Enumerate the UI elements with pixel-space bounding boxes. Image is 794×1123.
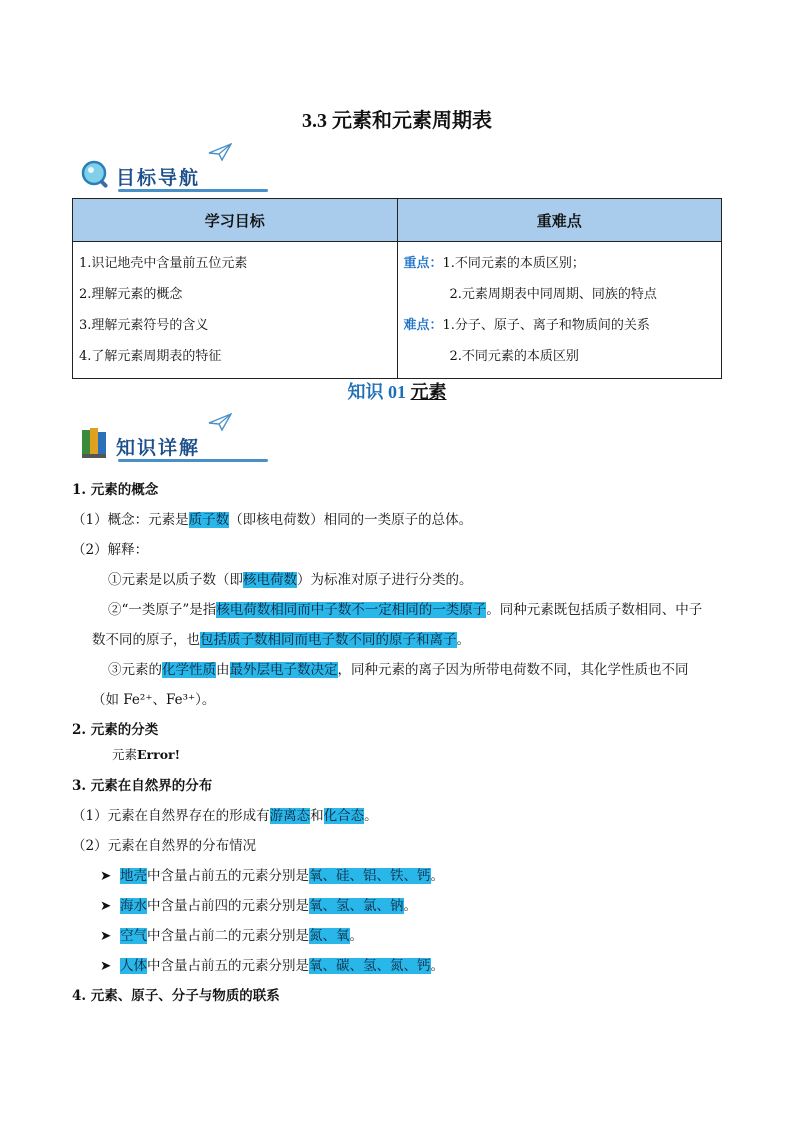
- section-prefix: 知识 01: [347, 382, 411, 402]
- details-banner: [80, 428, 280, 466]
- magnifier-icon: [80, 160, 110, 190]
- list-item: ➤ 人体中含量占前五的元素分别是氧、碳、氢、氮、钙。: [72, 951, 732, 981]
- heading-3: 3. 元素在自然界的分布: [72, 778, 213, 794]
- heading-1: 1. 元素的概念: [72, 482, 159, 498]
- key-label: 重点：: [403, 256, 443, 271]
- paragraph: （1）元素在自然界存在的形成有游离态和化合态。: [72, 808, 378, 824]
- paragraph: ①元素是以质子数（即核电荷数）为标准对原子进行分类的。: [108, 572, 473, 588]
- goals-banner: [80, 158, 280, 196]
- arrow-icon: ➤: [100, 928, 112, 944]
- goal-item: 2.理解元素的概念: [79, 287, 183, 302]
- arrow-icon: ➤: [100, 868, 112, 884]
- arrow-icon: ➤: [100, 958, 112, 974]
- hard-item: 1.分子、原子、离子和物质间的关系: [442, 318, 650, 333]
- section-title: [0, 378, 794, 404]
- heading-2: 2. 元素的分类: [72, 722, 159, 738]
- paragraph: （1）概念：元素是质子数（即核电荷数）相同的一类原子的总体。: [72, 512, 473, 528]
- paragraph: ②“一类原子”是指核电荷数相同而中子数不一定相同的一类原子。同种元素既包括质子数相同、中子: [108, 602, 703, 618]
- paper-plane-icon: [208, 412, 232, 432]
- paragraph: 元素Error!: [112, 747, 181, 762]
- books-icon: [80, 426, 110, 460]
- banner-underline: [118, 459, 268, 462]
- goal-item: 4.了解元素周期表的特征: [79, 349, 222, 364]
- key-item: 2.元素周期表中同周期、同族的特点: [449, 287, 657, 302]
- paragraph: 数不同的原子，也包括质子数相同而电子数不同的原子和离子。: [92, 632, 470, 648]
- keypoints-cell: [397, 242, 722, 379]
- section-name: 元素: [410, 382, 447, 402]
- hard-item: 2.不同元素的本质区别: [449, 349, 579, 364]
- list-item: ➤ 地壳中含量占前五的元素分别是氧、硅、铝、铁、钙。: [72, 861, 732, 891]
- key-item: 1.不同元素的本质区别；: [442, 256, 585, 271]
- hard-label: 难点：: [403, 318, 443, 333]
- arrow-icon: ➤: [100, 898, 112, 914]
- goal-item: 3.理解元素符号的含义: [79, 318, 209, 333]
- page-title: 3.3 元素和元素周期表: [302, 110, 492, 132]
- paragraph: （2）解释：: [72, 542, 149, 558]
- content: [72, 475, 732, 1011]
- details-banner-label: 知识详解: [116, 437, 201, 459]
- heading-4: 4. 元素、原子、分子与物质的联系: [72, 988, 280, 1004]
- goals-table: [72, 198, 722, 379]
- goals-banner-label: 目标导航: [116, 167, 201, 189]
- list-item: ➤ 海水中含量占前四的元素分别是氧、氢、氯、钠。: [72, 891, 732, 921]
- list-item: ➤ 空气中含量占前二的元素分别是氮、氧。: [72, 921, 732, 951]
- goals-cell: [73, 242, 398, 379]
- paper-plane-icon: [208, 142, 232, 162]
- paragraph: （2）元素在自然界的分布情况: [72, 838, 257, 854]
- banner-underline: [118, 189, 268, 192]
- goal-item: 1.识记地壳中含量前五位元素: [79, 256, 248, 271]
- paragraph: （如 Fe²⁺、Fe³⁺）。: [92, 692, 216, 708]
- paragraph: ③元素的化学性质由最外层电子数决定，同种元素的离子因为所带电荷数不同，其化学性质也不同: [108, 662, 689, 678]
- header-keypoints: 重难点: [397, 199, 722, 242]
- header-goals: 学习目标: [73, 199, 398, 242]
